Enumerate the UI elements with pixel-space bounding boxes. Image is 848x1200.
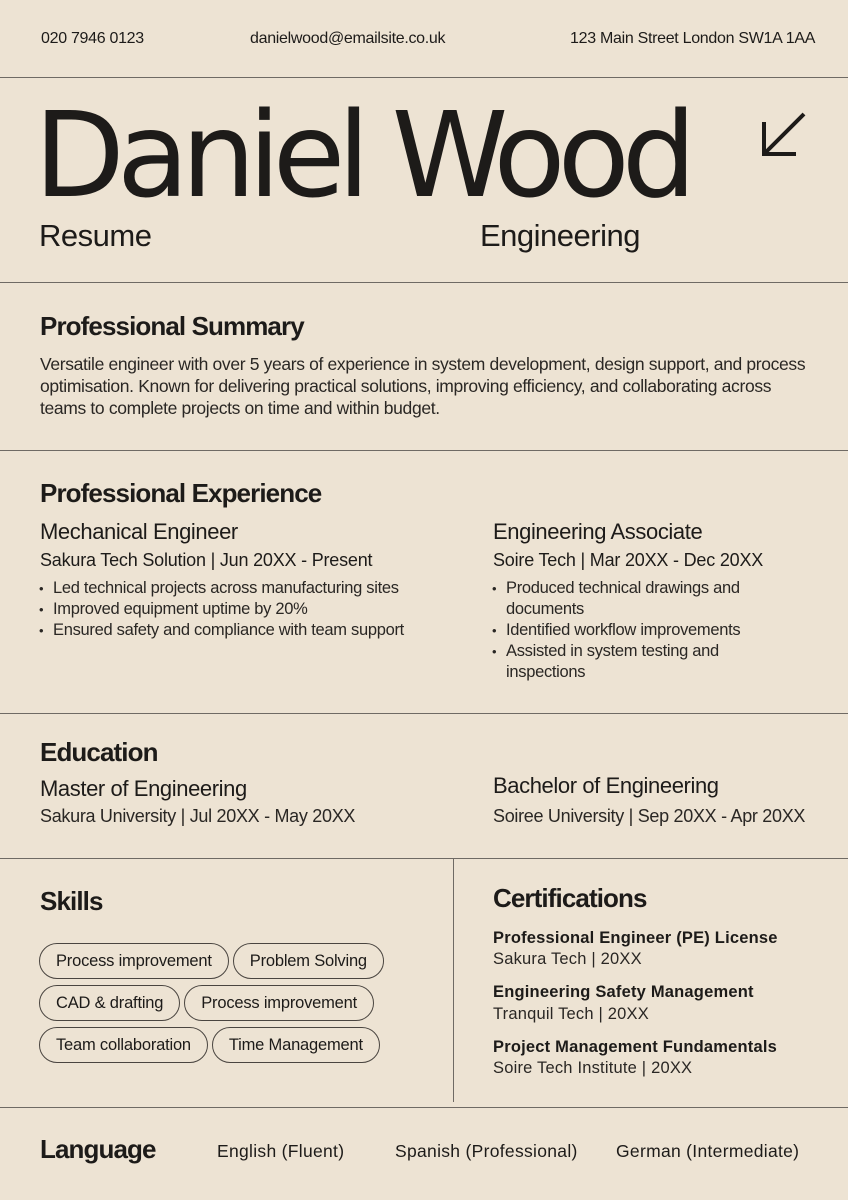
certification-title: Project Management Fundamentals bbox=[493, 1038, 778, 1056]
job-title: Mechanical Engineer bbox=[40, 519, 238, 544]
divider bbox=[0, 450, 848, 451]
job-company-dates: Sakura Tech Solution | Jun 20XX - Present bbox=[40, 550, 373, 570]
field-label: Engineering bbox=[480, 218, 640, 253]
street-address: 123 Main Street London SW1A 1AA bbox=[570, 30, 816, 47]
divider bbox=[0, 713, 848, 714]
certification-title: Professional Engineer (PE) License bbox=[493, 929, 778, 947]
certifications-heading: Certifications bbox=[493, 883, 647, 913]
list-item: • Improved equipment uptime by 20% bbox=[39, 599, 419, 620]
job-bullets bbox=[492, 578, 802, 683]
language-item: German (Intermediate) bbox=[616, 1141, 800, 1161]
skill-tag: CAD & drafting bbox=[39, 985, 180, 1021]
certification-issuer: Tranquil Tech | 20XX bbox=[493, 1005, 649, 1023]
list-item: • Ensured safety and compliance with team support bbox=[39, 620, 419, 641]
job-company-dates: Soire Tech | Mar 20XX - Dec 20XX bbox=[493, 550, 764, 570]
job-bullets bbox=[39, 578, 419, 641]
email-address: danielwood@emailsite.co.uk bbox=[250, 30, 446, 47]
list-item: • Assisted in system testing and inspections bbox=[492, 641, 802, 683]
skills-list bbox=[39, 943, 439, 1063]
divider bbox=[0, 1107, 848, 1108]
summary-heading: Professional Summary bbox=[40, 311, 304, 341]
skills-heading: Skills bbox=[40, 886, 103, 916]
arrow-down-left-icon bbox=[756, 108, 810, 162]
degree-title: Master of Engineering bbox=[40, 776, 247, 801]
degree-title: Bachelor of Engineering bbox=[493, 773, 719, 798]
divider bbox=[0, 858, 848, 859]
skill-tag: Process improvement bbox=[39, 943, 229, 979]
phone-number: 020 7946 0123 bbox=[41, 30, 144, 47]
experience-heading: Professional Experience bbox=[40, 478, 322, 508]
resume-label: Resume bbox=[39, 218, 152, 253]
degree-institution-dates: Soiree University | Sep 20XX - Apr 20XX bbox=[493, 806, 806, 826]
column-divider bbox=[453, 858, 454, 1102]
job-title: Engineering Associate bbox=[493, 519, 703, 544]
language-heading: Language bbox=[40, 1134, 156, 1164]
skill-tag: Team collaboration bbox=[39, 1027, 208, 1063]
list-item: • Produced technical drawings and documents bbox=[492, 578, 802, 620]
language-item: Spanish (Professional) bbox=[395, 1141, 578, 1161]
education-heading: Education bbox=[40, 737, 158, 767]
skill-tag: Process improvement bbox=[184, 985, 374, 1021]
summary-text: Versatile engineer with over 5 years of experience in system development, design support, and process optimisation. Known for delivering practical solutions, improving efficiency, and collaborating across teams to complete projects on time and within budget. bbox=[40, 354, 806, 418]
certification-issuer: Sakura Tech | 20XX bbox=[493, 950, 642, 968]
divider bbox=[0, 77, 848, 78]
skill-tag: Problem Solving bbox=[233, 943, 384, 979]
candidate-name: Daniel Wood bbox=[34, 86, 689, 224]
language-item: English (Fluent) bbox=[217, 1141, 345, 1161]
skill-tag: Time Management bbox=[212, 1027, 380, 1063]
certification-title: Engineering Safety Management bbox=[493, 983, 754, 1001]
list-item: • Led technical projects across manufacturing sites bbox=[39, 578, 419, 599]
list-item: • Identified workflow improvements bbox=[492, 620, 802, 641]
divider bbox=[0, 282, 848, 283]
degree-institution-dates: Sakura University | Jul 20XX - May 20XX bbox=[40, 806, 356, 826]
certification-issuer: Soire Tech Institute | 20XX bbox=[493, 1059, 693, 1077]
